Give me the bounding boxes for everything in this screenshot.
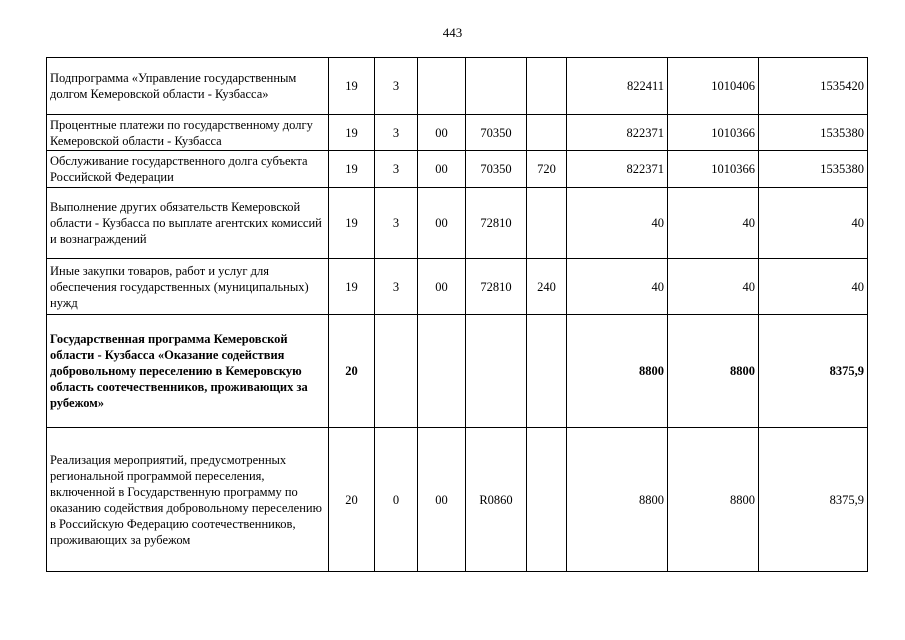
cell-c1: 20 <box>329 428 375 572</box>
cell-c2: 3 <box>375 115 418 151</box>
cell-c2: 3 <box>375 259 418 315</box>
table-row <box>47 428 868 572</box>
row-name: Выполнение других обязательств Кемеровской области - Кузбасса по выплате агентских комиссий и вознаграждений <box>47 188 329 259</box>
cell-c3: 00 <box>418 259 466 315</box>
cell-c3: 00 <box>418 188 466 259</box>
cell-c2: 3 <box>375 151 418 188</box>
cell-v1: 40 <box>567 188 668 259</box>
cell-v2: 40 <box>668 259 759 315</box>
cell-c4: R0860 <box>466 428 527 572</box>
cell-c5 <box>527 428 567 572</box>
cell-c3: 00 <box>418 151 466 188</box>
cell-c5 <box>527 115 567 151</box>
cell-c2: 0 <box>375 428 418 572</box>
cell-c1: 20 <box>329 315 375 428</box>
cell-c3: 00 <box>418 428 466 572</box>
cell-c1: 19 <box>329 188 375 259</box>
cell-v1: 8800 <box>567 315 668 428</box>
row-name: Обслуживание государственного долга субъекта Российской Федерации <box>47 151 329 188</box>
cell-v3: 40 <box>759 188 868 259</box>
cell-v1: 40 <box>567 259 668 315</box>
page-number: 443 <box>442 25 463 40</box>
cell-c3 <box>418 58 466 115</box>
budget-table <box>46 57 868 572</box>
cell-c5: 720 <box>527 151 567 188</box>
table-row <box>47 315 868 428</box>
table-row <box>47 259 868 315</box>
cell-c4: 70350 <box>466 115 527 151</box>
cell-c1: 19 <box>329 58 375 115</box>
cell-v3: 1535420 <box>759 58 868 115</box>
cell-c4: 72810 <box>466 188 527 259</box>
cell-v2: 1010366 <box>668 115 759 151</box>
cell-c5 <box>527 315 567 428</box>
cell-v3: 8375,9 <box>759 315 868 428</box>
table-row <box>47 115 868 151</box>
cell-v1: 822371 <box>567 151 668 188</box>
row-name: Иные закупки товаров, работ и услуг для обеспечения государственных (муниципальных) нужд <box>47 259 329 315</box>
table-row <box>47 188 868 259</box>
cell-v3: 1535380 <box>759 151 868 188</box>
cell-v3: 40 <box>759 259 868 315</box>
cell-c3: 00 <box>418 115 466 151</box>
cell-c4 <box>466 315 527 428</box>
cell-c3 <box>418 315 466 428</box>
cell-v3: 8375,9 <box>759 428 868 572</box>
cell-c1: 19 <box>329 115 375 151</box>
cell-v1: 822411 <box>567 58 668 115</box>
cell-c2: 3 <box>375 58 418 115</box>
cell-v1: 8800 <box>567 428 668 572</box>
cell-v3: 1535380 <box>759 115 868 151</box>
cell-c4 <box>466 58 527 115</box>
table-row <box>47 58 868 115</box>
cell-v2: 1010366 <box>668 151 759 188</box>
cell-c4: 72810 <box>466 259 527 315</box>
cell-c1: 19 <box>329 259 375 315</box>
cell-v2: 40 <box>668 188 759 259</box>
cell-c5 <box>527 188 567 259</box>
table-row <box>47 151 868 188</box>
cell-v2: 8800 <box>668 315 759 428</box>
cell-c2 <box>375 315 418 428</box>
row-name: Подпрограмма «Управление государственным долгом Кемеровской области - Кузбасса» <box>47 58 329 115</box>
cell-v1: 822371 <box>567 115 668 151</box>
cell-v2: 8800 <box>668 428 759 572</box>
cell-c5: 240 <box>527 259 567 315</box>
row-name: Реализация мероприятий, предусмотренных региональной программой переселения, включенной в Государственную программу по оказанию содействия добровольному переселению в Российскую Федерацию соотечественников, проживающих за рубежом <box>47 428 329 572</box>
row-name: Государственная программа Кемеровской области - Кузбасса «Оказание содействия добровольному переселению в Кемеровскую область соотечественников, проживающих за рубежом» <box>47 315 329 428</box>
cell-c4: 70350 <box>466 151 527 188</box>
row-name: Процентные платежи по государственному долгу Кемеровской области - Кузбасса <box>47 115 329 151</box>
cell-c1: 19 <box>329 151 375 188</box>
cell-c2: 3 <box>375 188 418 259</box>
cell-v2: 1010406 <box>668 58 759 115</box>
cell-c5 <box>527 58 567 115</box>
